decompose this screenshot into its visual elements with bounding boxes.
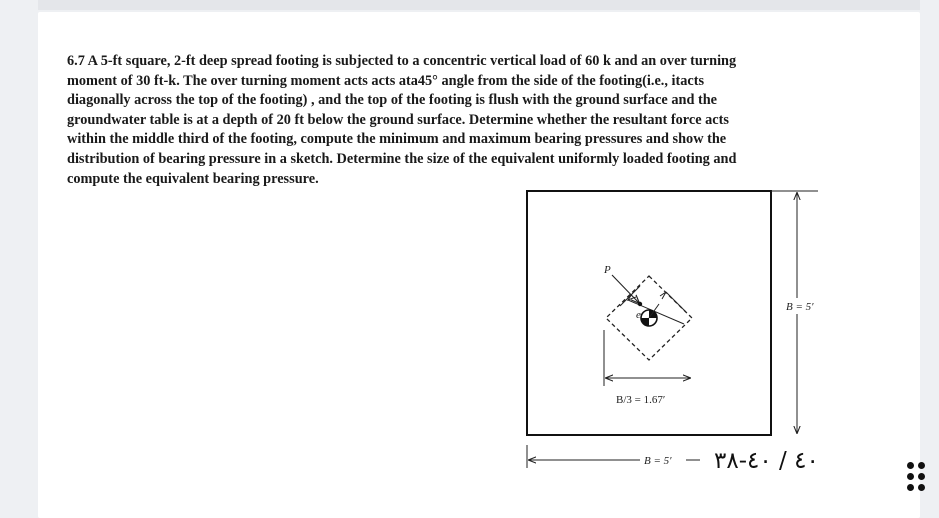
width-label: B = 5′: [644, 455, 672, 467]
eccentricity-label: e: [636, 309, 641, 321]
more-dots-icon[interactable]: [904, 458, 932, 496]
load-arrow: [612, 275, 639, 303]
middle-third-label: B/3 = 1.67′: [616, 394, 666, 406]
load-label: P: [604, 264, 611, 276]
handwritten-note: ٤٠ / ٤٠-٣٨: [714, 448, 819, 474]
problem-statement: 6.7 A 5-ft square, 2-ft deep spread footing is subjected to a concentric vertical load of 60 k and an over turning moment of 30 ft-k. The over turning moment acts acts ata45° angle from the side of the footing(i.e., itacts diagonally across the top of the footing) , and the top of the footing is flush with the ground surface and the groundwater table is at a depth of 20 ft below the ground surface. Determine whether the resultant force acts within the middle third of the footing, compute the minimum and maximum bearing pressures and show the distribution of bearing pressure in a sketch. Determine the size of the equivalent uniformly loaded footing and compute the equivalent bearing pressure.: [67, 53, 737, 187]
load-point: [638, 302, 642, 306]
height-label: B = 5′: [786, 301, 814, 313]
